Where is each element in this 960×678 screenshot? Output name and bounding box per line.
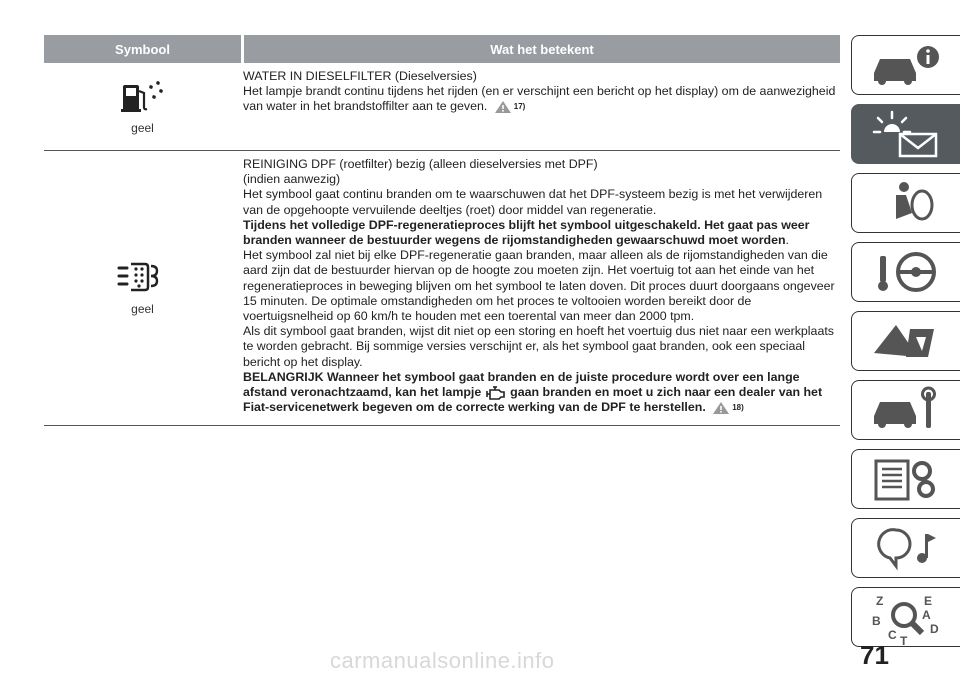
table-row — [44, 151, 840, 426]
car-info-icon — [866, 43, 946, 87]
tab-airbag[interactable] — [851, 173, 960, 233]
emergency-icon — [866, 317, 946, 365]
row-text: Het symbool gaat continu branden om te waarschuwen dat het DPF-systeem bezig is met het verwijderen van de opgehoopte vervuilende deeltjes (roet) door middel van regeneratie. — [243, 187, 823, 217]
svg-text:D: D — [930, 622, 939, 636]
symbol-cell — [44, 63, 241, 150]
warning-lights-icon — [864, 110, 948, 158]
row-title: REINIGING DPF (roetfilter) bezig (alleen dieselversies met DPF) — [243, 157, 598, 171]
warning-triangle-icon — [712, 401, 730, 415]
important-text-a: BELANGRIJK Wanneer het symbool gaat branden en de juiste procedure wordt over een lange afstand veronachtzaamd, kan het lampje — [243, 369, 800, 400]
tab-multimedia[interactable] — [851, 518, 960, 578]
warning-triangle-icon — [494, 100, 512, 114]
header-symbol: Symbool — [44, 35, 244, 63]
tab-warning-lights[interactable] — [851, 104, 960, 164]
tab-car-info[interactable] — [851, 35, 960, 95]
color-label: geel — [131, 302, 154, 316]
row-text: Als dit symbool gaat branden, wijst dit niet op een storing en hoeft het voertuig dus niet naar een werkplaats te worden gebracht. Bij sommige versies verschijnt er, als het symbool gaat branden, ook een speciaal bericht op het display. — [243, 324, 834, 369]
row-title: WATER IN DIESELFILTER (Dieselversies) — [243, 69, 477, 83]
svg-text:C: C — [888, 628, 897, 642]
important-note — [243, 370, 836, 416]
bold-text: Tijdens het volledige DPF-regeneratieproces blijft het symbool uitgeschakeld. Het gaat pas weer branden wanneer de bestuurder wegens de rijomstandigheden gewaarschuwd moet worden — [243, 217, 810, 248]
fuel-water-icon — [119, 79, 167, 115]
note-ref: 17) — [513, 102, 526, 112]
svg-text:A: A — [922, 608, 931, 622]
symbol-cell — [44, 151, 241, 425]
svg-text:Z: Z — [876, 594, 884, 608]
engine-icon — [485, 386, 507, 400]
header-meaning: Wat het betekent — [490, 41, 594, 57]
table-header — [44, 35, 840, 63]
tab-emergency[interactable] — [851, 311, 960, 371]
note-ref: 18) — [732, 403, 744, 413]
bold-end: . — [785, 233, 789, 248]
tab-steering[interactable] — [851, 242, 960, 302]
tab-index[interactable] — [851, 587, 960, 647]
color-label: geel — [131, 120, 154, 135]
svg-text:B: B — [872, 614, 881, 628]
svg-text:T: T — [900, 634, 908, 645]
meaning-cell — [241, 151, 840, 425]
watermark: carmanualsonline.info — [330, 648, 555, 673]
page-number: 71 — [860, 640, 889, 670]
meaning-cell — [241, 63, 840, 150]
maintenance-icon — [866, 386, 946, 434]
row-text: Het symbool zal niet bij elke DPF-regeneratie gaan branden, maar alleen als de rijomstandigheden van die aard zijn dat de bestuurder hiervan op de hoogte zou moeten zijn. Het voertuig tot aan het einde van het regeneratieproces in beweging blijven om het symbool te laten doven. Dit proces duurt doorgaans ongeveer 15 minuten. De optimale omstandigheden om het proces te voltooien worden bereikt door de voertuigsnelheid op 60 km/h te houden met een toerental van meer dan 2000 tpm. — [243, 248, 835, 324]
row-subtitle: (indien aanwezig) — [243, 172, 341, 187]
airbag-icon — [866, 179, 946, 227]
row-text: Het lampje brandt continu tijdens het rijden (en er verschijnt een bericht op het display) om de aanwezigheid van water in het brandstoffilter aan te geven. — [243, 84, 836, 114]
table-row — [44, 63, 840, 151]
symbol-table — [44, 35, 840, 426]
specs-icon — [866, 455, 946, 503]
index-icon — [866, 589, 946, 645]
tab-specs[interactable] — [851, 449, 960, 509]
important-text-b: gaan branden en moet u zich naar een dealer van het Fiat-servicenetwerk begeven om de correcte werking van de DPF te herstellen. — [243, 385, 823, 415]
tab-maintenance[interactable] — [851, 380, 960, 440]
svg-text:E: E — [924, 594, 933, 608]
steering-icon — [866, 248, 946, 296]
row-bold-note — [243, 218, 836, 248]
multimedia-icon — [866, 524, 946, 572]
dpf-icon — [115, 260, 171, 294]
